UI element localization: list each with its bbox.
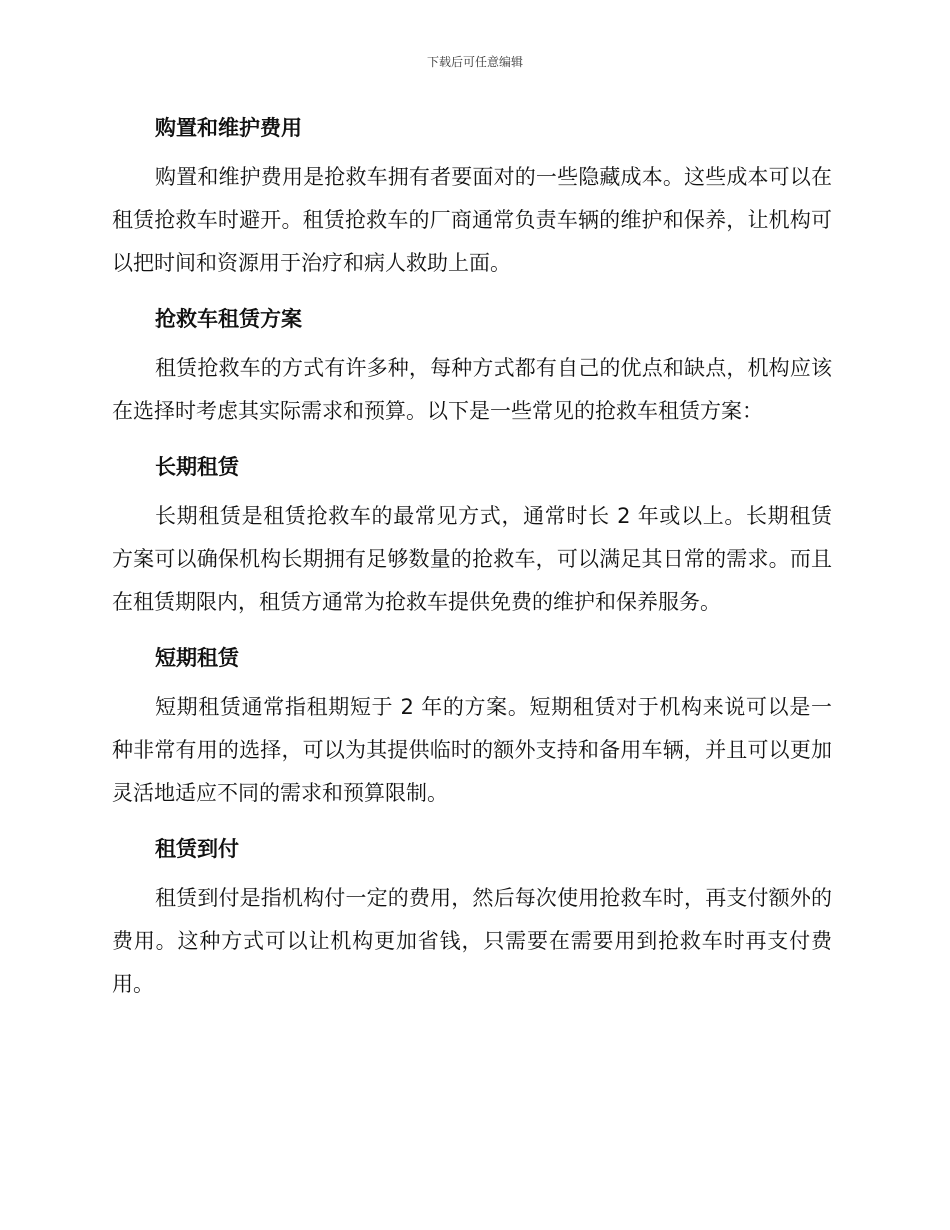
section-short-term-rental [112,638,832,815]
section-pay-per-use-rental [112,829,832,1006]
section-paragraph: 租赁到付是指机构付一定的费用，然后每次使用抢救车时，再支付额外的费用。这种方式可以让机构更加省钱，只需要在需要用到抢救车时再支付费用。 [112,886,832,996]
section-paragraph: 长期租赁是租赁抢救车的最常见方式，通常时长 2 年或以上。长期租赁方案可以确保机构长期拥有足够数量的抢救车，可以满足其日常的需求。而且在租赁期限内，租赁方通常为抢救车提供免费的维护和保养服务。 [112,504,832,614]
section-paragraph: 购置和维护费用是抢救车拥有者要面对的一些隐藏成本。这些成本可以在租赁抢救车时避开。租赁抢救车的厂商通常负责车辆的维护和保养，让机构可以把时间和资源用于治疗和病人救助上面。 [112,165,832,275]
section-paragraph: 短期租赁通常指租期短于 2 年的方案。短期租赁对于机构来说可以是一种非常有用的选择，可以为其提供临时的额外支持和备用车辆，并且可以更加灵活地适应不同的需求和预算限制。 [112,695,832,805]
section-heading: 长期租赁 [155,455,239,479]
section-paragraph: 租赁抢救车的方式有许多种，每种方式都有自己的优点和缺点，机构应该在选择时考虑其实际需求和预算。以下是一些常见的抢救车租赁方案： [112,356,832,423]
header-note: 下载后可任意编辑 [426,55,523,69]
document-body [112,108,832,1020]
section-ambulance-rental-options [112,299,832,433]
section-long-term-rental [112,447,832,624]
section-purchase-maintenance-costs [112,108,832,285]
section-heading: 短期租赁 [155,646,239,670]
section-heading: 租赁到付 [155,837,239,861]
section-heading: 抢救车租赁方案 [155,307,302,331]
section-heading: 购置和维护费用 [155,116,302,140]
